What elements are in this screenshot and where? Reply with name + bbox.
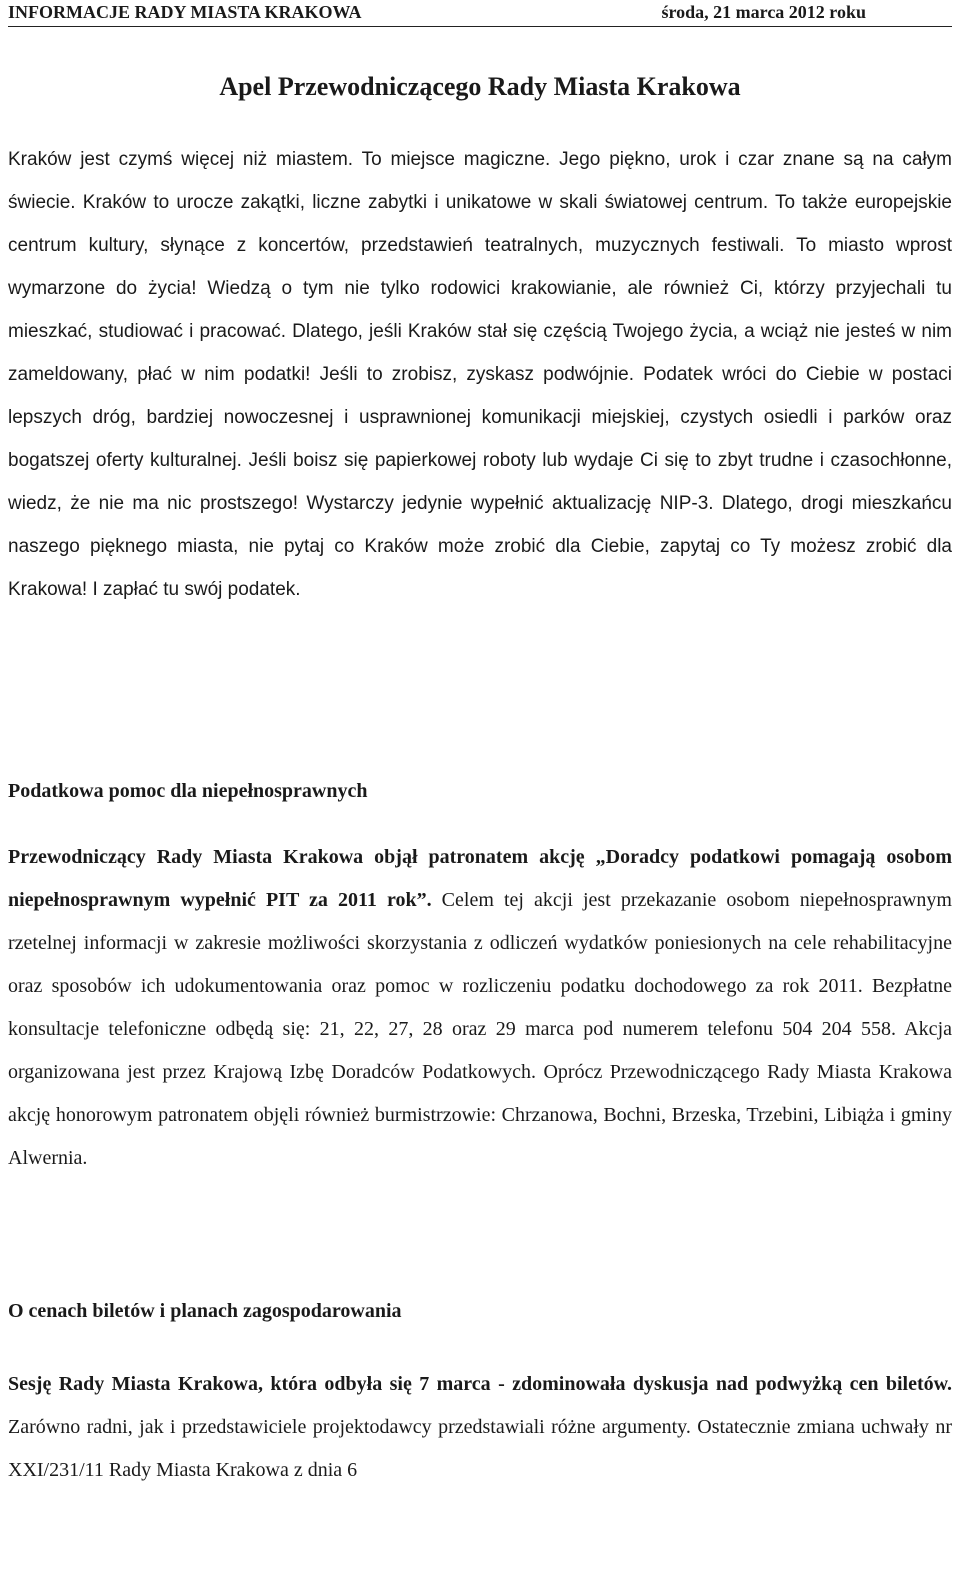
- section-lead: Sesję Rady Miasta Krakowa, która odbyła się 7 marca - zdominowała dyskusja nad podwyżką cen biletów.: [8, 1373, 952, 1395]
- article-body: Kraków jest czymś więcej niż miastem. To miejsce magiczne. Jego piękno, urok i czar znane są na całym świecie. Kraków to urocze zakątki, liczne zabytki i unikatowe w skali światowej centrum. To także europejskie centrum kultury, słynące z koncertów, przedstawień teatralnych, muzycznych festiwali. To miasto wprost wymarzone do życia! Wiedzą o tym nie tylko rodowici krakowianie, ale również Ci, którzy przyjechali tu mieszkać, studiować i pracować. Dlatego, jeśli Kraków stał się częścią Twojego życia, a wciąż nie jesteś w nim zameldowany, płać w nim podatki! Jeśli to zrobisz, zyskasz podwójnie. Podatek wróci do Ciebie w postaci lepszych dróg, bardziej nowoczesnej i usprawnionej komunikacji miejskiej, czystych osiedli i parków oraz bogatszej oferty kulturalnej. Jeśli boisz się papierkowej roboty lub wydaje Ci się to zbyt trudne i czasochłonne, wiedz, że nie ma nic prostszego! Wystarczy jedynie wypełnić aktualizację NIP-3. Dlatego, drogi mieszkańcu naszego pięknego miasta, nie pytaj co Kraków może zrobić dla Ciebie, zapytaj co Ty możesz zrobić dla Krakowa! I zapłać tu swój podatek.: [8, 149, 952, 600]
- header-publication-title: INFORMACJE RADY MIASTA KRAKOWA: [8, 2, 362, 22]
- section-body-ticket-prices: [8, 1363, 952, 1492]
- header-date: środa, 21 marca 2012 roku: [661, 2, 866, 22]
- section-lead: Przewodniczący Rady Miasta Krakowa objął patronatem akcję „Doradcy podatkowi pomagają osobom niepełnosprawnym wypełnić PIT za 2011 rok”.: [8, 846, 952, 911]
- section-heading-disabled-tax-help: Podatkowa pomoc dla niepełnosprawnych: [8, 780, 368, 802]
- section-body-disabled-tax-help: [8, 836, 952, 1180]
- page-header: [8, 0, 952, 27]
- section-heading-ticket-prices: O cenach biletów i planach zagospodarowania: [8, 1300, 402, 1322]
- section-text: Zarówno radni, jak i przedstawiciele projektodawcy przedstawiali różne argumenty. Ostatecznie zmiana uchwały nr XXI/231/11 Rady Miasta Krakowa z dnia 6: [8, 1416, 952, 1481]
- section-text: Celem tej akcji jest przekazanie osobom niepełnosprawnym rzetelnej informacji w zakresie możliwości skorzystania z odliczeń wydatków poniesionych na cele rehabilitacyjne oraz sposobów ich udokumentowania oraz pomoc w rozliczeniu podatku dochodowego za rok 2011. Bezpłatne konsultacje telefoniczne odbędą się: 21, 22, 27, 28 oraz 29 marca pod numerem telefonu 504 204 558. Akcja organizowana jest przez Krajową Izbę Doradców Podatkowych. Oprócz Przewodniczącego Rady Miasta Krakowa akcję honorowym patronatem objęli również burmistrzowie: Chrzanowa, Bochni, Brzeska, Trzebini, Libiąża i gminy Alwernia.: [8, 889, 952, 1169]
- article-title: Apel Przewodniczącego Rady Miasta Krakowa: [219, 72, 741, 101]
